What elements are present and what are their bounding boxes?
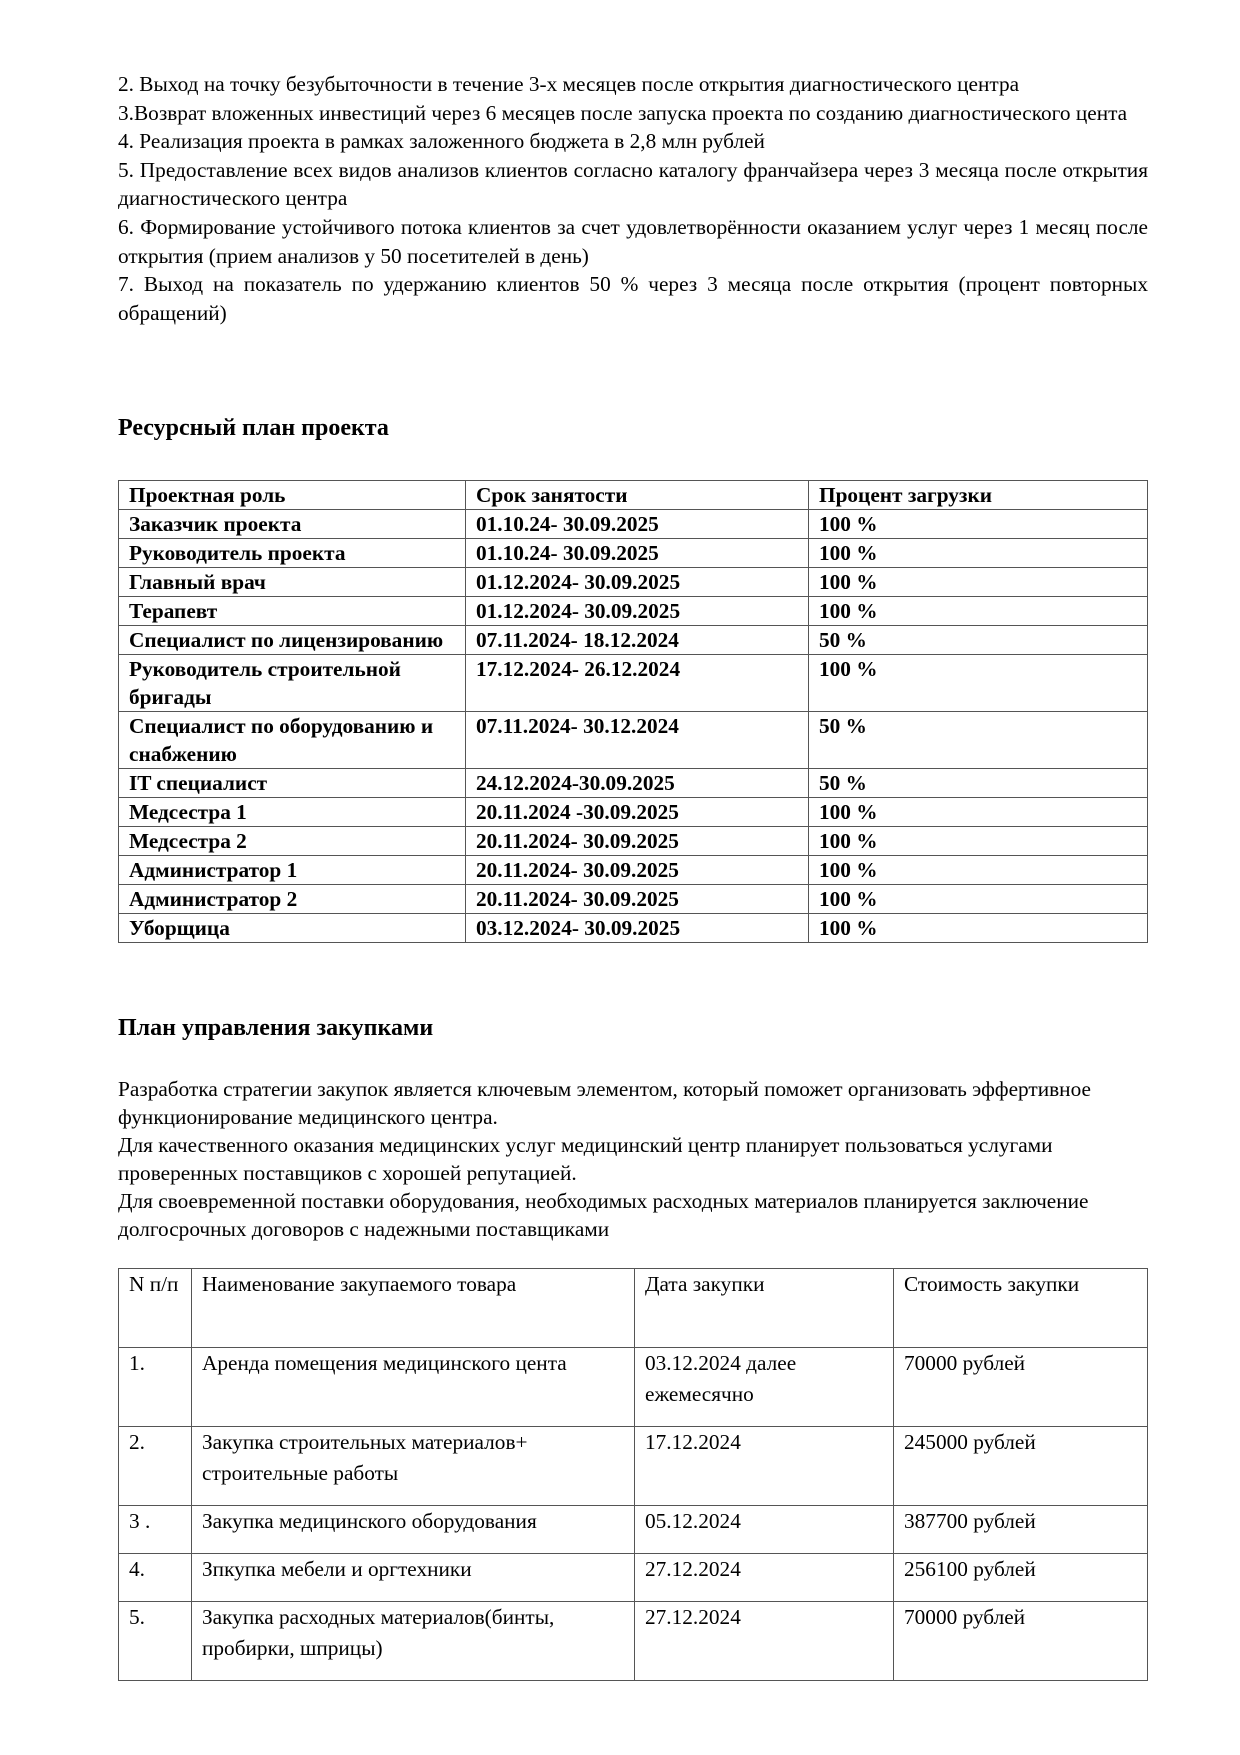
period-cell: 01.10.24- 30.09.2025 xyxy=(466,510,809,539)
intro-paragraph: Разработка стратегии закупок является ключевым элементом, который поможет организовать эффертивное функционирование медицинского центра. xyxy=(118,1077,1091,1129)
goal-item: 5. Предоставление всех видов анализов клиентов согласно каталогу франчайзера через 3 месяца после открытия диагностического центра xyxy=(118,157,1148,211)
cost-cell: 387700 рублей xyxy=(894,1506,1148,1554)
date-cell: 17.12.2024 xyxy=(635,1427,894,1506)
cost-cell: 70000 рублей xyxy=(894,1602,1148,1681)
goal-item: 4. Реализация проекта в рамках заложенного бюджета в 2,8 млн рублей xyxy=(118,129,765,154)
header-cell: Наименование закупаемого товара xyxy=(192,1269,635,1348)
role-cell: Терапевт xyxy=(119,597,466,626)
goals-list xyxy=(118,70,1148,327)
load-cell: 100 % xyxy=(809,798,1148,827)
role-cell: Медсестра 2 xyxy=(119,827,466,856)
period-cell: 20.11.2024- 30.09.2025 xyxy=(466,885,809,914)
table-header-row xyxy=(119,1269,1148,1348)
intro-paragraph: Для качественного оказания медицинских услуг медицинский центр планирует пользоваться услугами проверенных поставщиков с хорошей репутацией. xyxy=(118,1133,1053,1185)
goal-item: 2. Выход на точку безубыточности в течение 3-х месяцев после открытия диагностического центра xyxy=(118,72,1020,96)
table-row xyxy=(119,655,1148,712)
date-cell: 03.12.2024 далее ежемесячно xyxy=(635,1348,894,1427)
goal-item: 3.Возврат вложенных инвестиций через 6 месяцев после запуска проекта по созданию диагностического цента xyxy=(118,100,1128,125)
role-cell: Специалист по лицензированию xyxy=(119,626,466,655)
load-cell: 50 % xyxy=(809,626,1148,655)
table-row xyxy=(119,597,1148,626)
table-row xyxy=(119,510,1148,539)
header-cell: Процент загрузки xyxy=(809,481,1148,510)
cost-cell: 256100 рублей xyxy=(894,1554,1148,1602)
resource-plan-heading: Ресурсный план проекта xyxy=(118,415,389,441)
load-cell: 50 % xyxy=(809,769,1148,798)
table-row xyxy=(119,798,1148,827)
table-row xyxy=(119,1348,1148,1427)
period-cell: 20.11.2024 -30.09.2025 xyxy=(466,798,809,827)
document-page xyxy=(118,70,1148,1660)
role-cell: Заказчик проекта xyxy=(119,510,466,539)
header-cell: Стоимость закупки xyxy=(894,1269,1148,1348)
header-cell: Срок занятости xyxy=(466,481,809,510)
table-row xyxy=(119,1427,1148,1506)
intro-paragraph: Для своевременной поставки оборудования, необходимых расходных материалов планируется заключение долгосрочных договоров с надежными поставщиками xyxy=(118,1189,1089,1241)
procurement-intro xyxy=(118,1075,1148,1243)
item-cell: Аренда помещения медицинского цента xyxy=(192,1348,635,1427)
procurement-table xyxy=(118,1268,1148,1681)
load-cell: 50 % xyxy=(809,712,1148,769)
date-cell: 27.12.2024 xyxy=(635,1554,894,1602)
role-cell: Уборщица xyxy=(119,914,466,943)
role-cell: Руководитель строительной бригады xyxy=(119,655,466,712)
period-cell: 01.12.2024- 30.09.2025 xyxy=(466,568,809,597)
table-row xyxy=(119,856,1148,885)
item-cell: Закупка расходных материалов(бинты, пробирки, шприцы) xyxy=(192,1602,635,1681)
resource-plan-table xyxy=(118,480,1148,943)
cost-cell: 245000 рублей xyxy=(894,1427,1148,1506)
load-cell: 100 % xyxy=(809,568,1148,597)
role-cell: Медсестра 1 xyxy=(119,798,466,827)
period-cell: 17.12.2024- 26.12.2024 xyxy=(466,655,809,712)
procurement-heading: План управления закупками xyxy=(118,1015,434,1041)
table-row xyxy=(119,539,1148,568)
item-cell: Закупка медицинского оборудования xyxy=(192,1506,635,1554)
period-cell: 03.12.2024- 30.09.2025 xyxy=(466,914,809,943)
load-cell: 100 % xyxy=(809,827,1148,856)
table-row xyxy=(119,626,1148,655)
item-cell: Зпкупка мебели и оргтехники xyxy=(192,1554,635,1602)
date-cell: 05.12.2024 xyxy=(635,1506,894,1554)
table-row xyxy=(119,712,1148,769)
number-cell: 5. xyxy=(119,1602,192,1681)
period-cell: 01.12.2024- 30.09.2025 xyxy=(466,597,809,626)
table-row xyxy=(119,827,1148,856)
number-cell: 2. xyxy=(119,1427,192,1506)
header-cell: Проектная роль xyxy=(119,481,466,510)
table-row xyxy=(119,914,1148,943)
goal-item: 6. Формирование устойчивого потока клиентов за счет удовлетворённости оказанием услуг через 1 месяц после открытия (прием анализов у 50 посетителей в день) xyxy=(118,214,1148,268)
role-cell: Администратор 2 xyxy=(119,885,466,914)
role-cell: Специалист по оборудованию и снабжению xyxy=(119,712,466,769)
load-cell: 100 % xyxy=(809,856,1148,885)
date-cell: 27.12.2024 xyxy=(635,1602,894,1681)
role-cell: Руководитель проекта xyxy=(119,539,466,568)
table-row xyxy=(119,769,1148,798)
period-cell: 20.11.2024- 30.09.2025 xyxy=(466,827,809,856)
period-cell: 07.11.2024- 30.12.2024 xyxy=(466,712,809,769)
load-cell: 100 % xyxy=(809,914,1148,943)
number-cell: 1. xyxy=(119,1348,192,1427)
table-row xyxy=(119,1506,1148,1554)
load-cell: 100 % xyxy=(809,597,1148,626)
header-cell: N п/п xyxy=(119,1269,192,1348)
load-cell: 100 % xyxy=(809,539,1148,568)
table-row xyxy=(119,885,1148,914)
period-cell: 01.10.24- 30.09.2025 xyxy=(466,539,809,568)
table-header-row xyxy=(119,481,1148,510)
cost-cell: 70000 рублей xyxy=(894,1348,1148,1427)
number-cell: 4. xyxy=(119,1554,192,1602)
goal-item: 7. Выход на показатель по удержанию клиентов 50 % через 3 месяца после открытия (процент повторных обращений) xyxy=(118,272,1148,325)
role-cell: IT специалист xyxy=(119,769,466,798)
load-cell: 100 % xyxy=(809,885,1148,914)
period-cell: 20.11.2024- 30.09.2025 xyxy=(466,856,809,885)
load-cell: 100 % xyxy=(809,510,1148,539)
table-row xyxy=(119,1554,1148,1602)
load-cell: 100 % xyxy=(809,655,1148,712)
period-cell: 07.11.2024- 18.12.2024 xyxy=(466,626,809,655)
number-cell: 3 . xyxy=(119,1506,192,1554)
item-cell: Закупка строительных материалов+ строительные работы xyxy=(192,1427,635,1506)
role-cell: Главный врач xyxy=(119,568,466,597)
table-row xyxy=(119,568,1148,597)
table-row xyxy=(119,1602,1148,1681)
period-cell: 24.12.2024-30.09.2025 xyxy=(466,769,809,798)
role-cell: Администратор 1 xyxy=(119,856,466,885)
header-cell: Дата закупки xyxy=(635,1269,894,1348)
